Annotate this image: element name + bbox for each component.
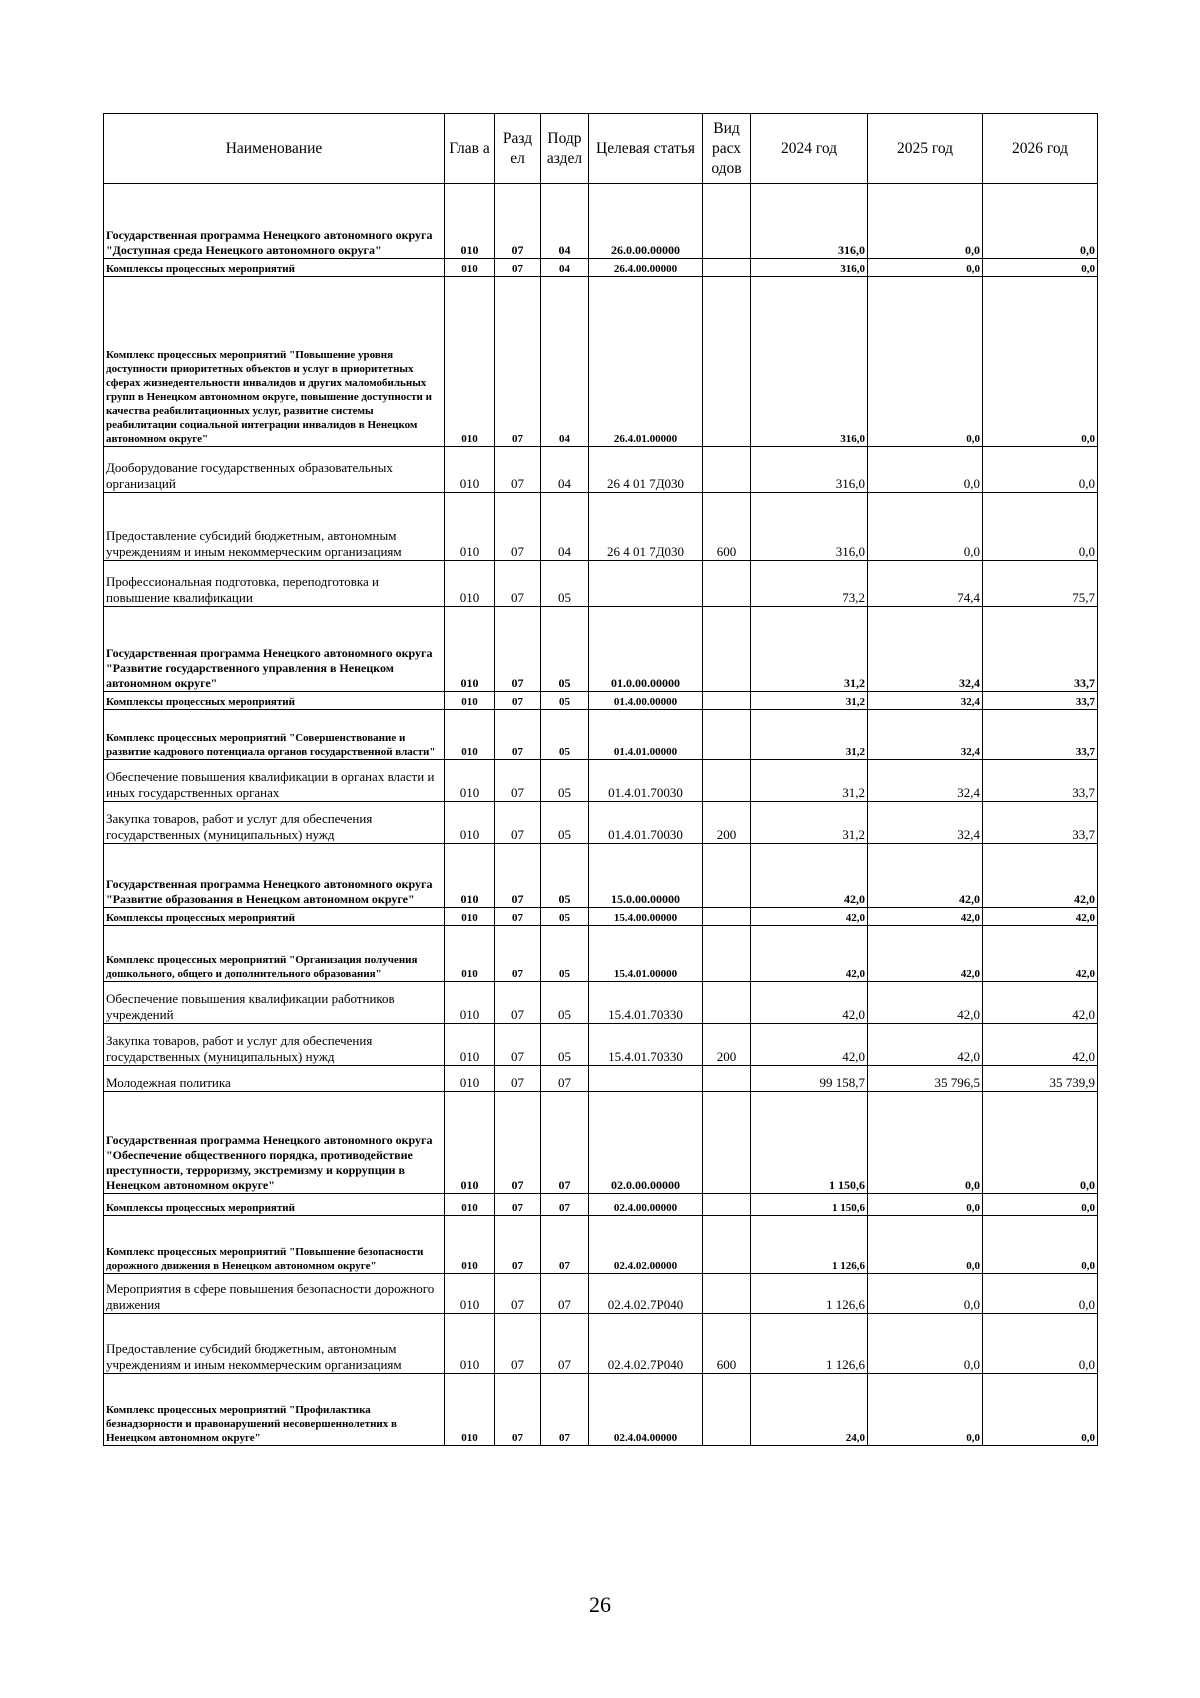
row-2026-cell: 33,7 [983, 760, 1098, 802]
table-row [104, 277, 1098, 447]
row-name-cell: Комплексы процессных мероприятий [104, 692, 445, 710]
row-expense-type-cell [703, 1092, 751, 1194]
row-target-article-cell: 26 4 01 7Д030 [589, 447, 703, 493]
row-chapter-cell: 010 [445, 1092, 495, 1194]
row-2026-cell: 42,0 [983, 908, 1098, 926]
row-target-article-cell: 26.4.00.00000 [589, 259, 703, 277]
header-2024: 2024 год [751, 114, 868, 184]
row-target-article-cell: 01.4.01.00000 [589, 710, 703, 760]
row-target-article-cell: 15.4.00.00000 [589, 908, 703, 926]
row-name-cell: Комплекс процессных мероприятий "Организация получения дошкольного, общего и дополнительного образования" [104, 926, 445, 982]
row-name-cell: Комплекс процессных мероприятий "Повышение уровня доступности приоритетных объектов и услуг в приоритетных сферах жизнедеятельности инвалидов и других маломобильных групп в Ненецком автономном округе, повышение доступности и качества реабилитационных услуг, развитие системы реабилитации социальной интеграции инвалидов в Ненецком автономном округе" [104, 277, 445, 447]
row-name-cell: Предоставление субсидий бюджетным, автономным учреждениям и иным некоммерческим организациям [104, 493, 445, 561]
row-2025-cell: 0,0 [868, 259, 983, 277]
row-name-cell: Комплекс процессных мероприятий "Повышение безопасности дорожного движения в Ненецком автономном округе" [104, 1216, 445, 1274]
table-row [104, 1024, 1098, 1066]
row-2024-cell: 31,2 [751, 692, 868, 710]
row-chapter-cell: 010 [445, 1024, 495, 1066]
header-2025: 2025 год [868, 114, 983, 184]
row-target-article-cell: 02.4.02.00000 [589, 1216, 703, 1274]
table-body [104, 184, 1098, 1446]
row-chapter-cell: 010 [445, 1216, 495, 1274]
table-row [104, 1194, 1098, 1216]
header-2026: 2026 год [983, 114, 1098, 184]
row-2026-cell: 0,0 [983, 1216, 1098, 1274]
row-2024-cell: 42,0 [751, 982, 868, 1024]
row-target-article-cell [589, 561, 703, 607]
row-subsection-cell: 07 [541, 1194, 589, 1216]
row-subsection-cell: 05 [541, 561, 589, 607]
row-2024-cell: 316,0 [751, 447, 868, 493]
row-section-cell: 07 [495, 1274, 541, 1314]
row-2026-cell: 42,0 [983, 844, 1098, 908]
row-2025-cell: 0,0 [868, 493, 983, 561]
row-target-article-cell: 02.0.00.00000 [589, 1092, 703, 1194]
page-number: 26 [589, 1592, 611, 1617]
row-name-cell: Государственная программа Ненецкого автономного округа "Развитие государственного управления в Ненецком автономном округе" [104, 607, 445, 692]
row-2025-cell: 42,0 [868, 1024, 983, 1066]
table-row [104, 259, 1098, 277]
row-name-cell: Молодежная политика [104, 1066, 445, 1092]
row-section-cell: 07 [495, 447, 541, 493]
table-row [104, 908, 1098, 926]
row-chapter-cell: 010 [445, 259, 495, 277]
row-2025-cell: 32,4 [868, 760, 983, 802]
row-expense-type-cell [703, 760, 751, 802]
row-2025-cell: 74,4 [868, 561, 983, 607]
row-target-article-cell: 26 4 01 7Д030 [589, 493, 703, 561]
row-expense-type-cell: 200 [703, 802, 751, 844]
row-subsection-cell: 07 [541, 1314, 589, 1374]
row-section-cell: 07 [495, 1314, 541, 1374]
row-section-cell: 07 [495, 561, 541, 607]
row-name-cell: Закупка товаров, работ и услуг для обеспечения государственных (муниципальных) нужд [104, 802, 445, 844]
row-name-cell: Предоставление субсидий бюджетным, автономным учреждениям и иным некоммерческим организациям [104, 1314, 445, 1374]
table-row [104, 447, 1098, 493]
row-target-article-cell: 02.4.00.00000 [589, 1194, 703, 1216]
table-row [104, 926, 1098, 982]
row-name-cell: Обеспечение повышения квалификации в органах власти и иных государственных органах [104, 760, 445, 802]
row-name-cell: Дооборудование государственных образовательных организаций [104, 447, 445, 493]
row-2025-cell: 0,0 [868, 184, 983, 259]
row-target-article-cell: 15.4.01.70330 [589, 982, 703, 1024]
row-2025-cell: 32,4 [868, 692, 983, 710]
row-2025-cell: 32,4 [868, 802, 983, 844]
row-expense-type-cell [703, 447, 751, 493]
row-expense-type-cell [703, 184, 751, 259]
row-2026-cell: 0,0 [983, 1374, 1098, 1446]
row-2025-cell: 42,0 [868, 844, 983, 908]
row-section-cell: 07 [495, 259, 541, 277]
row-expense-type-cell [703, 908, 751, 926]
row-expense-type-cell [703, 607, 751, 692]
header-name: Наименование [104, 114, 445, 184]
row-name-cell: Государственная программа Ненецкого автономного округа "Развитие образования в Ненецком автономном округе" [104, 844, 445, 908]
row-2024-cell: 1 126,6 [751, 1314, 868, 1374]
row-2024-cell: 316,0 [751, 277, 868, 447]
header-target-article: Целевая статья [589, 114, 703, 184]
row-2024-cell: 42,0 [751, 1024, 868, 1066]
row-expense-type-cell [703, 1274, 751, 1314]
row-2026-cell: 33,7 [983, 710, 1098, 760]
row-2025-cell: 0,0 [868, 1216, 983, 1274]
row-chapter-cell: 010 [445, 1374, 495, 1446]
row-chapter-cell: 010 [445, 1066, 495, 1092]
row-section-cell: 07 [495, 1216, 541, 1274]
row-subsection-cell: 04 [541, 184, 589, 259]
row-2026-cell: 0,0 [983, 1314, 1098, 1374]
table-row [104, 710, 1098, 760]
row-2025-cell: 35 796,5 [868, 1066, 983, 1092]
row-name-cell: Комплекс процессных мероприятий "Профилактика безнадзорности и правонарушений несовершеннолетних в Ненецком автономном округе" [104, 1374, 445, 1446]
row-2025-cell: 0,0 [868, 277, 983, 447]
table-row [104, 493, 1098, 561]
row-section-cell: 07 [495, 1092, 541, 1194]
row-expense-type-cell [703, 710, 751, 760]
row-2025-cell: 0,0 [868, 447, 983, 493]
row-2025-cell: 32,4 [868, 710, 983, 760]
row-section-cell: 07 [495, 802, 541, 844]
row-chapter-cell: 010 [445, 447, 495, 493]
row-subsection-cell: 05 [541, 710, 589, 760]
row-subsection-cell: 07 [541, 1066, 589, 1092]
row-2026-cell: 0,0 [983, 1194, 1098, 1216]
header-expense-type: Вид расх одов [703, 114, 751, 184]
table-row [104, 844, 1098, 908]
table-row [104, 982, 1098, 1024]
row-2024-cell: 31,2 [751, 607, 868, 692]
row-2026-cell: 0,0 [983, 493, 1098, 561]
row-chapter-cell: 010 [445, 982, 495, 1024]
row-chapter-cell: 010 [445, 1274, 495, 1314]
row-2024-cell: 42,0 [751, 844, 868, 908]
row-target-article-cell: 02.4.02.7Р040 [589, 1274, 703, 1314]
row-target-article-cell: 26.4.01.00000 [589, 277, 703, 447]
row-section-cell: 07 [495, 184, 541, 259]
row-chapter-cell: 010 [445, 926, 495, 982]
row-section-cell: 07 [495, 607, 541, 692]
row-name-cell: Закупка товаров, работ и услуг для обеспечения государственных (муниципальных) нужд [104, 1024, 445, 1066]
row-expense-type-cell [703, 982, 751, 1024]
row-2024-cell: 1 150,6 [751, 1194, 868, 1216]
table-row [104, 802, 1098, 844]
table-row [104, 561, 1098, 607]
table-row [104, 692, 1098, 710]
row-2026-cell: 0,0 [983, 1274, 1098, 1314]
row-target-article-cell: 01.0.00.00000 [589, 607, 703, 692]
row-expense-type-cell [703, 561, 751, 607]
row-2026-cell: 0,0 [983, 184, 1098, 259]
row-2024-cell: 316,0 [751, 184, 868, 259]
row-target-article-cell: 15.4.01.70330 [589, 1024, 703, 1066]
row-2025-cell: 0,0 [868, 1314, 983, 1374]
row-section-cell: 07 [495, 692, 541, 710]
row-section-cell: 07 [495, 908, 541, 926]
row-target-article-cell: 01.4.01.70030 [589, 760, 703, 802]
row-subsection-cell: 05 [541, 982, 589, 1024]
row-2024-cell: 1 126,6 [751, 1274, 868, 1314]
row-subsection-cell: 04 [541, 259, 589, 277]
row-2026-cell: 75,7 [983, 561, 1098, 607]
row-2026-cell: 0,0 [983, 259, 1098, 277]
table-row [104, 184, 1098, 259]
table-row [104, 1066, 1098, 1092]
row-expense-type-cell [703, 926, 751, 982]
row-chapter-cell: 010 [445, 1194, 495, 1216]
row-2025-cell: 0,0 [868, 1374, 983, 1446]
row-2024-cell: 31,2 [751, 802, 868, 844]
row-2025-cell: 0,0 [868, 1092, 983, 1194]
table-row [104, 1216, 1098, 1274]
header-chapter: Глав а [445, 114, 495, 184]
row-section-cell: 07 [495, 1024, 541, 1066]
row-target-article-cell: 01.4.00.00000 [589, 692, 703, 710]
row-2024-cell: 42,0 [751, 908, 868, 926]
row-2025-cell: 32,4 [868, 607, 983, 692]
budget-table [103, 113, 1098, 1446]
row-expense-type-cell [703, 1216, 751, 1274]
row-chapter-cell: 010 [445, 1314, 495, 1374]
row-2025-cell: 42,0 [868, 982, 983, 1024]
row-subsection-cell: 04 [541, 447, 589, 493]
row-expense-type-cell [703, 692, 751, 710]
header-subsection: Подр аздел [541, 114, 589, 184]
row-subsection-cell: 05 [541, 908, 589, 926]
row-expense-type-cell [703, 1194, 751, 1216]
table-row [104, 1274, 1098, 1314]
row-expense-type-cell: 600 [703, 1314, 751, 1374]
row-expense-type-cell [703, 277, 751, 447]
row-subsection-cell: 07 [541, 1216, 589, 1274]
table-row [104, 607, 1098, 692]
table-row [104, 1314, 1098, 1374]
row-2026-cell: 42,0 [983, 926, 1098, 982]
row-expense-type-cell: 200 [703, 1024, 751, 1066]
row-2024-cell: 316,0 [751, 259, 868, 277]
row-target-article-cell: 02.4.04.00000 [589, 1374, 703, 1446]
row-target-article-cell: 26.0.00.00000 [589, 184, 703, 259]
row-chapter-cell: 010 [445, 760, 495, 802]
row-chapter-cell: 010 [445, 844, 495, 908]
row-chapter-cell: 010 [445, 607, 495, 692]
row-2026-cell: 33,7 [983, 802, 1098, 844]
row-subsection-cell: 05 [541, 607, 589, 692]
row-name-cell: Профессиональная подготовка, переподготовка и повышение квалификации [104, 561, 445, 607]
row-2025-cell: 42,0 [868, 926, 983, 982]
row-2026-cell: 33,7 [983, 607, 1098, 692]
row-expense-type-cell [703, 259, 751, 277]
row-chapter-cell: 010 [445, 692, 495, 710]
row-2026-cell: 33,7 [983, 692, 1098, 710]
row-2024-cell: 316,0 [751, 493, 868, 561]
row-chapter-cell: 010 [445, 561, 495, 607]
row-section-cell: 07 [495, 926, 541, 982]
row-section-cell: 07 [495, 493, 541, 561]
row-subsection-cell: 05 [541, 1024, 589, 1066]
row-subsection-cell: 04 [541, 277, 589, 447]
row-section-cell: 07 [495, 1194, 541, 1216]
row-2024-cell: 42,0 [751, 926, 868, 982]
row-subsection-cell: 05 [541, 692, 589, 710]
row-2025-cell: 0,0 [868, 1194, 983, 1216]
row-2026-cell: 0,0 [983, 1092, 1098, 1194]
row-section-cell: 07 [495, 277, 541, 447]
row-section-cell: 07 [495, 844, 541, 908]
row-2026-cell: 42,0 [983, 1024, 1098, 1066]
row-expense-type-cell [703, 1066, 751, 1092]
row-name-cell: Комплексы процессных мероприятий [104, 1194, 445, 1216]
row-section-cell: 07 [495, 982, 541, 1024]
row-section-cell: 07 [495, 760, 541, 802]
row-name-cell: Комплекс процессных мероприятий "Совершенствование и развитие кадрового потенциала органов государственной власти" [104, 710, 445, 760]
row-name-cell: Государственная программа Ненецкого автономного округа "Обеспечение общественного порядка, противодействие преступности, терроризму, экстремизму и коррупции в Ненецком автономном округе" [104, 1092, 445, 1194]
row-section-cell: 07 [495, 1374, 541, 1446]
header-row [104, 114, 1098, 184]
row-2024-cell: 31,2 [751, 710, 868, 760]
row-2026-cell: 35 739,9 [983, 1066, 1098, 1092]
row-subsection-cell: 07 [541, 1274, 589, 1314]
row-expense-type-cell: 600 [703, 493, 751, 561]
row-2024-cell: 24,0 [751, 1374, 868, 1446]
row-name-cell: Комплексы процессных мероприятий [104, 908, 445, 926]
row-subsection-cell: 04 [541, 493, 589, 561]
row-target-article-cell: 15.4.01.00000 [589, 926, 703, 982]
row-target-article-cell: 02.4.02.7Р040 [589, 1314, 703, 1374]
row-subsection-cell: 05 [541, 802, 589, 844]
row-chapter-cell: 010 [445, 184, 495, 259]
row-name-cell: Комплексы процессных мероприятий [104, 259, 445, 277]
row-subsection-cell: 05 [541, 844, 589, 908]
row-2024-cell: 73,2 [751, 561, 868, 607]
row-2026-cell: 42,0 [983, 982, 1098, 1024]
row-2025-cell: 42,0 [868, 908, 983, 926]
row-target-article-cell: 15.0.00.00000 [589, 844, 703, 908]
row-chapter-cell: 010 [445, 908, 495, 926]
row-subsection-cell: 07 [541, 1092, 589, 1194]
row-section-cell: 07 [495, 1066, 541, 1092]
row-2024-cell: 1 150,6 [751, 1092, 868, 1194]
row-chapter-cell: 010 [445, 493, 495, 561]
row-2026-cell: 0,0 [983, 447, 1098, 493]
row-expense-type-cell [703, 1374, 751, 1446]
row-subsection-cell: 07 [541, 1374, 589, 1446]
row-name-cell: Мероприятия в сфере повышения безопасности дорожного движения [104, 1274, 445, 1314]
row-name-cell: Обеспечение повышения квалификации работников учреждений [104, 982, 445, 1024]
row-subsection-cell: 05 [541, 760, 589, 802]
row-name-cell: Государственная программа Ненецкого автономного округа "Доступная среда Ненецкого автономного округа" [104, 184, 445, 259]
row-chapter-cell: 010 [445, 710, 495, 760]
row-chapter-cell: 010 [445, 277, 495, 447]
row-expense-type-cell [703, 844, 751, 908]
header-section: Разд ел [495, 114, 541, 184]
row-target-article-cell: 01.4.01.70030 [589, 802, 703, 844]
row-2024-cell: 99 158,7 [751, 1066, 868, 1092]
row-2025-cell: 0,0 [868, 1274, 983, 1314]
table-row [104, 1092, 1098, 1194]
row-2026-cell: 0,0 [983, 277, 1098, 447]
row-chapter-cell: 010 [445, 802, 495, 844]
row-2024-cell: 31,2 [751, 760, 868, 802]
row-target-article-cell [589, 1066, 703, 1092]
row-section-cell: 07 [495, 710, 541, 760]
row-2024-cell: 1 126,6 [751, 1216, 868, 1274]
table-row [104, 760, 1098, 802]
row-subsection-cell: 05 [541, 926, 589, 982]
table-row [104, 1374, 1098, 1446]
